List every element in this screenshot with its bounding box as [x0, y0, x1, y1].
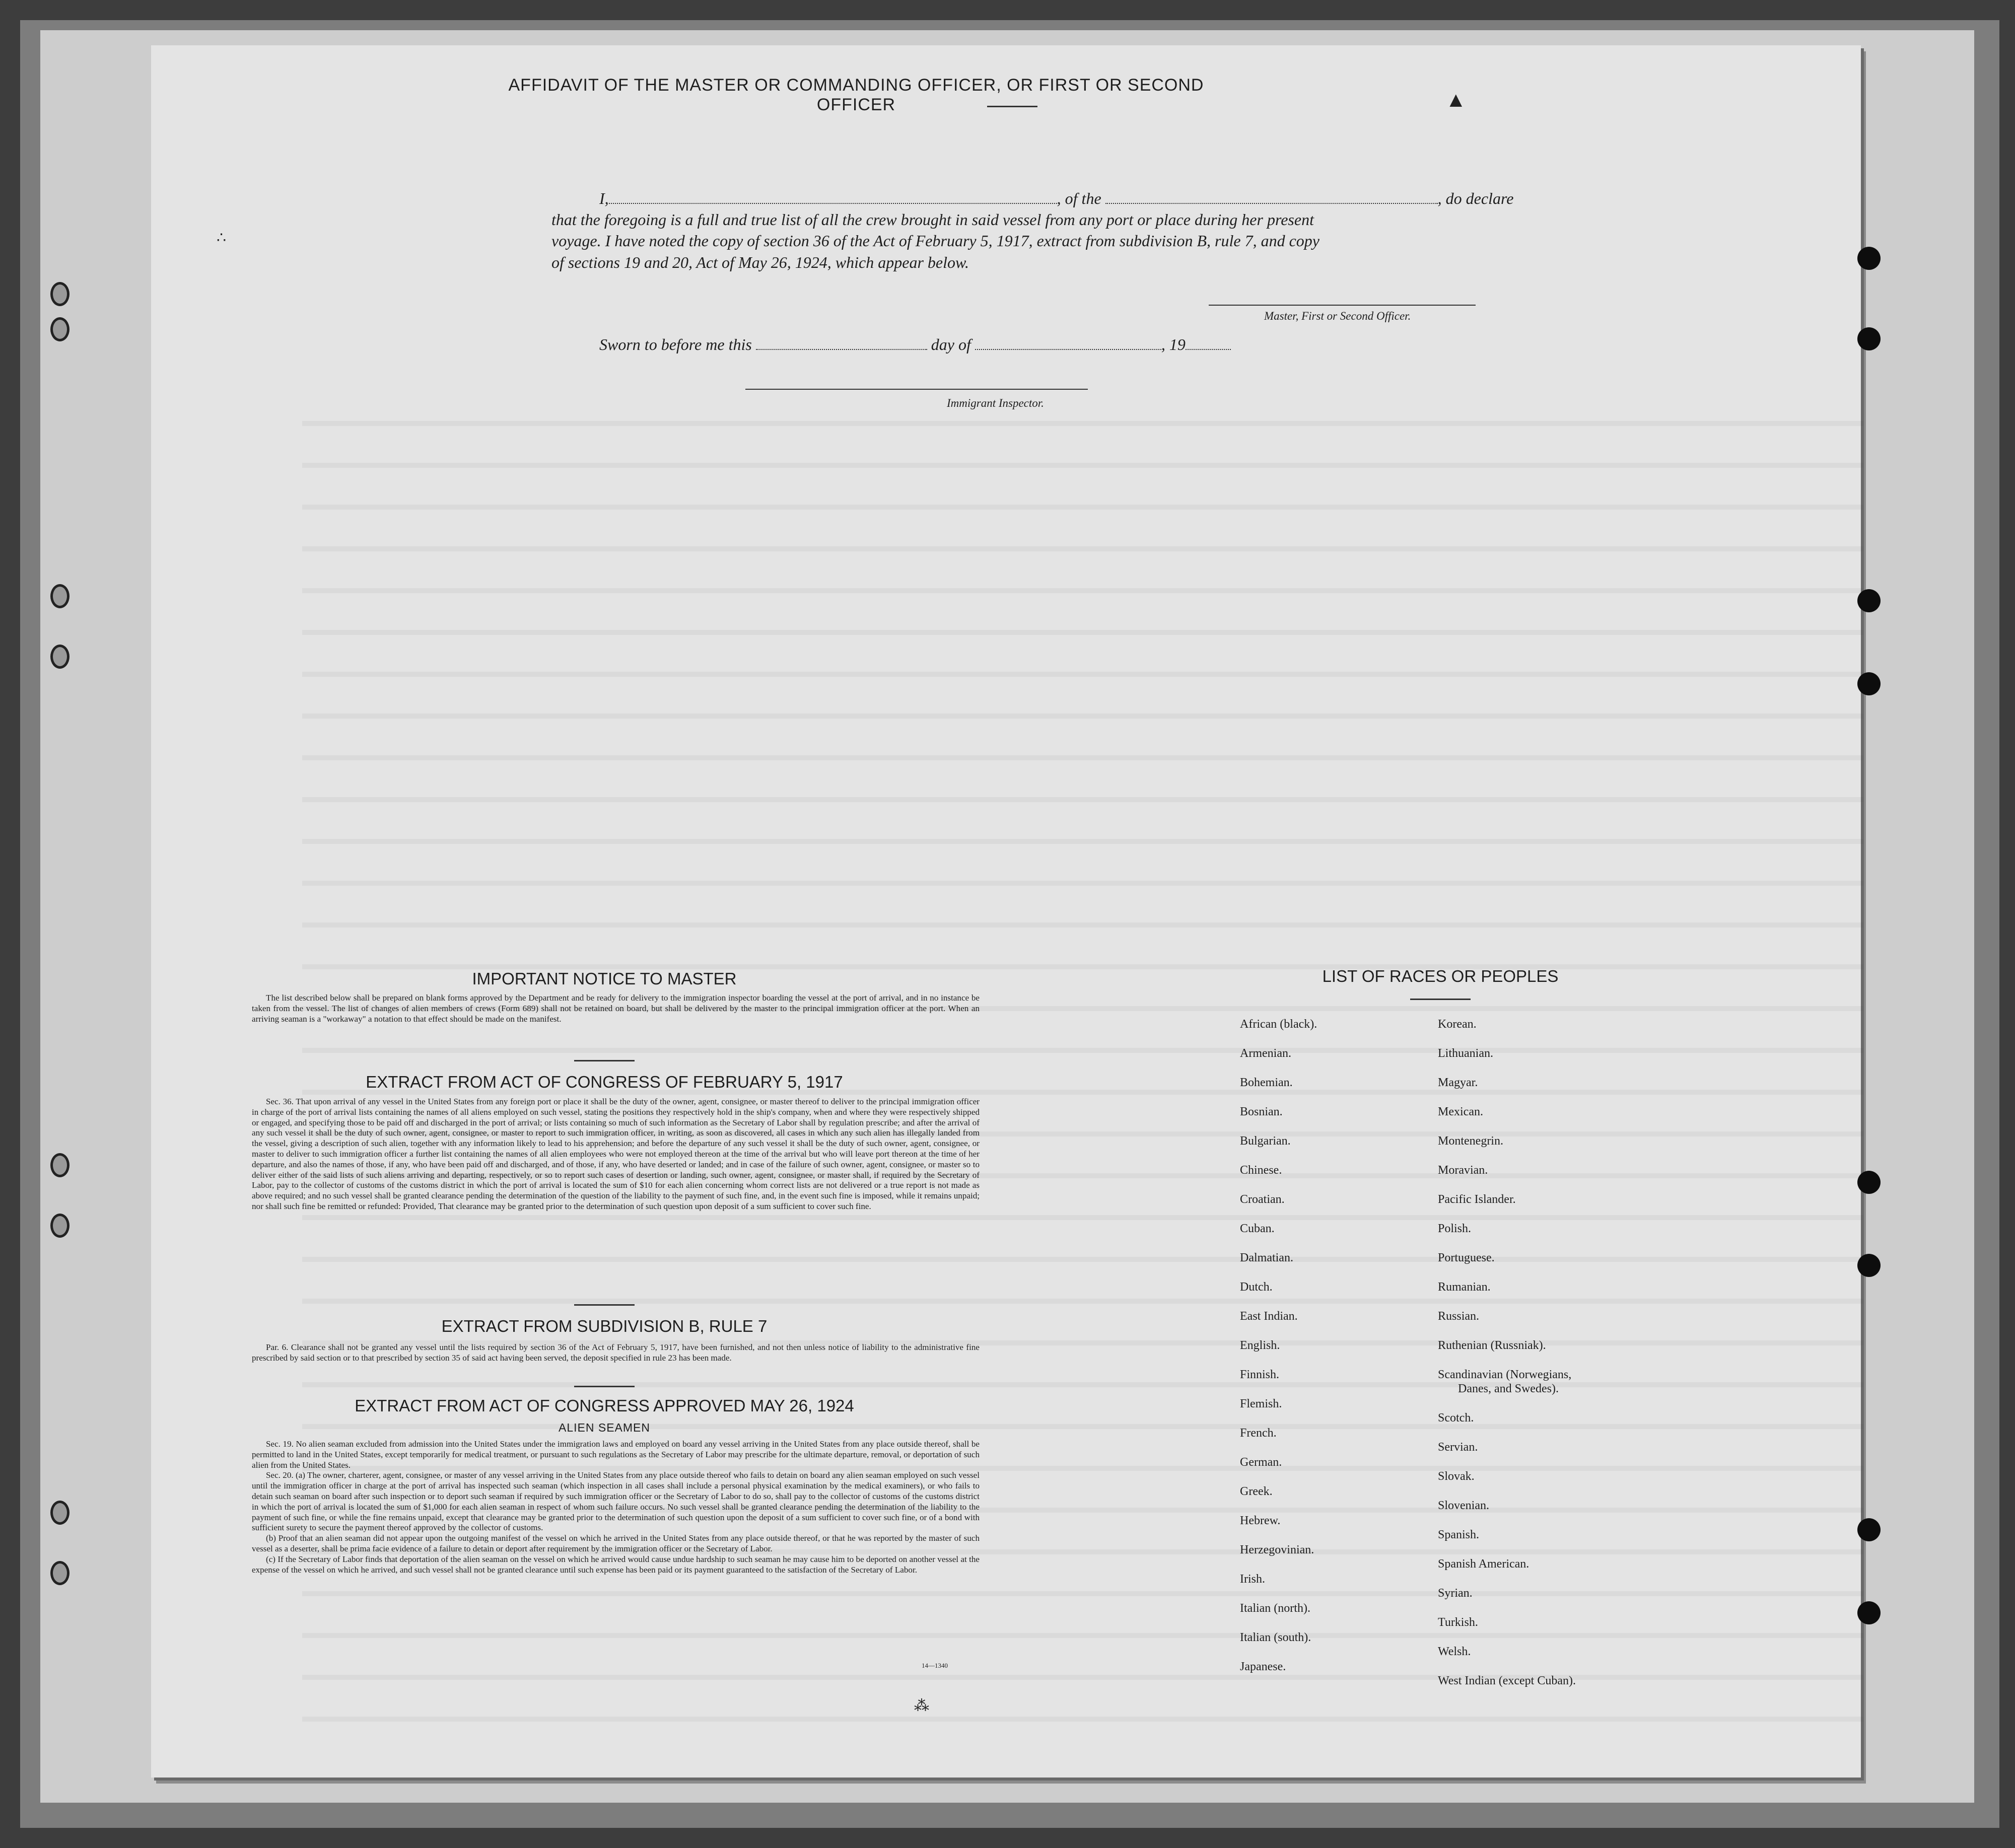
- sec-19-text: Sec. 19. No alien seaman excluded from admission into the United States under the immigration laws and employed on board any vessel arriving in the United States from any place outside thereof, shall be permitted to land in the United States, except temporarily for medical treatment, or pursuant to such regulations as the Secretary of Labor may prescribe for the ultimate departure, removal, or deportation of such alien from the United States.: [252, 1439, 980, 1470]
- punch-hole: [1857, 672, 1881, 695]
- bleed-through-row: [302, 1703, 1863, 1722]
- race-item: Spanish.: [1438, 1528, 1480, 1541]
- race-item: Flemish.: [1240, 1397, 1282, 1410]
- day-of-label: day of: [931, 335, 971, 353]
- section-rule: [574, 1060, 635, 1061]
- races-title: LIST OF RACES OR PEOPLES: [1322, 967, 1559, 985]
- section-rule: [574, 1386, 635, 1387]
- inspector-signature-line[interactable]: [745, 389, 1088, 390]
- race-item: Scandinavian (Norwegians,: [1438, 1368, 1572, 1381]
- section-rule: [574, 1304, 635, 1306]
- bleed-through-row: [302, 909, 1863, 928]
- race-item: Servian.: [1438, 1441, 1478, 1454]
- race-item: Welsh.: [1438, 1645, 1471, 1658]
- notice-title: IMPORTANT NOTICE TO MASTER: [472, 969, 737, 988]
- punch-hole: [1857, 1171, 1881, 1194]
- sec-20a-text: Sec. 20. (a) The owner, charterer, agent, consignee, or master of any vessel arriving in the United States from any place outside thereof who fails to detain on board any alien seaman employed on such vessel until the immigration officer in charge at the port of arrival has inspected such seaman (which inspection in all cases shall include a personal physical examination by the medical examiners), or who fails to detain such seaman on board after such inspection or to deport such seaman if required by such immigration officer or the Secretary of Labor to do so, shall pay to the collector of customs of the customs district in which the port of arrival is located the sum of $1,000 for each alien seaman in respect of whom such failure occurs. No such vessel shall be granted clearance pending the determination of the liability to the payment of such fine, or while the fine remains unpaid, except that clearance may be granted prior to the determination of such question upon the deposit of a sum sufficient to cover such fine, or of a bond with sufficient surety to secure the payment thereof approved by the collector of customs.: [252, 1470, 980, 1533]
- race-item: Danes, and Swedes).: [1458, 1382, 1559, 1395]
- binder-ring: [50, 1153, 70, 1177]
- sworn-day-blank[interactable]: [756, 335, 927, 350]
- bleed-through-row: [302, 742, 1863, 760]
- sec-20c-text: (c) If the Secretary of Labor finds that deportation of the alien seaman on the vessel on which he arrived would cause undue hardship to such seaman he may cause him to be deported on another vessel at the expense of the vessel on which he arrived, and such vessel shall not be granted clearance until such expense has been paid or its payment guaranteed to the satisfaction of the Secretary of Labor.: [252, 1554, 980, 1575]
- binder-ring: [50, 1501, 70, 1525]
- year-prefix: , 19: [1161, 335, 1186, 353]
- punch-hole: [1857, 247, 1881, 270]
- bleed-through-row: [302, 1286, 1863, 1304]
- races-column-2: [1438, 1017, 1576, 1703]
- sworn-month-blank[interactable]: [975, 335, 1161, 350]
- race-item: Irish.: [1240, 1573, 1265, 1586]
- vessel-blank[interactable]: [1105, 189, 1438, 204]
- declaration-line-3: voyage. I have noted the copy of section 36 of the Act of February 5, 1917, extract from subdivision B, rule 7, and copy: [551, 232, 1319, 250]
- extract-rule7-text: Par. 6. Clearance shall not be granted any vessel until the lists required by section 36 of the Act of February 5, 1917, have been furnished, and not then unless notice of liability to the administrative fine prescribed by said section or to that prescribed by section 35 of said act having been served, the deposit specified in rule 23 has been made.: [252, 1342, 980, 1363]
- scan-mark: ∴: [217, 230, 227, 246]
- bleed-through-row: [302, 784, 1863, 802]
- race-item: African (black).: [1240, 1018, 1317, 1031]
- scan-mark: ⁂: [914, 1697, 929, 1714]
- race-item: Italian (north).: [1240, 1602, 1310, 1615]
- of-the-label: , of the: [1057, 189, 1101, 207]
- race-item: Spanish American.: [1438, 1557, 1530, 1571]
- master-signature-label: Master, First or Second Officer.: [1264, 310, 1411, 322]
- affidavit-title: AFFIDAVIT OF THE MASTER OR COMMANDING OFFICER, OR FIRST OR SECOND OFFICER: [508, 76, 1204, 114]
- binder-ring: [50, 1214, 70, 1238]
- bleed-through-row: [302, 659, 1863, 677]
- extract-1924-subtitle: ALIEN SEAMEN: [559, 1421, 650, 1434]
- race-item: German.: [1240, 1456, 1282, 1469]
- punch-hole: [1857, 1254, 1881, 1277]
- race-item: Italian (south).: [1240, 1631, 1311, 1644]
- race-item: Cuban.: [1240, 1222, 1275, 1235]
- race-item: Dalmatian.: [1240, 1251, 1293, 1264]
- scan-mark: ▲: [1445, 89, 1467, 112]
- races-column-1: [1240, 1017, 1317, 1689]
- race-item: Syrian.: [1438, 1587, 1473, 1600]
- bleed-through-row: [302, 826, 1863, 844]
- extract-1924-title: EXTRACT FROM ACT OF CONGRESS APPROVED MAY 26, 1924: [355, 1396, 854, 1415]
- race-item: Armenian.: [1240, 1047, 1291, 1060]
- races-title-underline: [1410, 999, 1471, 1000]
- race-item: Turkish.: [1438, 1616, 1478, 1629]
- extract-1924-text: [252, 1439, 980, 1575]
- bleed-through-row: [302, 491, 1863, 510]
- bleed-through-row: [302, 1244, 1863, 1262]
- punch-hole: [1857, 1518, 1881, 1541]
- punch-hole: [1857, 327, 1881, 350]
- sworn-label: Sworn to before me this: [599, 335, 752, 353]
- sec-20b-text: (b) Proof that an alien seaman did not appear upon the outgoing manifest of the vessel on which he arrived in the United States from any place outside thereof, or that he was reported by the master of such vessel as a deserter, shall be prima facie evidence of a failure to detain or deport after requirement by the immigration officer or the Secretary of Labor.: [252, 1533, 980, 1553]
- sworn-year-blank[interactable]: [1186, 335, 1231, 350]
- name-blank[interactable]: [609, 189, 1057, 204]
- bleed-through-row: [302, 533, 1863, 551]
- race-item: West Indian (except Cuban).: [1438, 1674, 1576, 1687]
- race-item: Greek.: [1240, 1485, 1273, 1498]
- race-item: Mexican.: [1438, 1105, 1483, 1118]
- bleed-through-row: [302, 700, 1863, 719]
- binder-ring: [50, 1561, 70, 1585]
- bleed-through-row: [302, 868, 1863, 886]
- binder-ring: [50, 317, 70, 341]
- notice-text: The list described below shall be prepared on blank forms approved by the Department and be ready for delivery to the immigration inspector boarding the vessel at the port of arrival, and in no instance be taken from the vessel. The list of changes of alien members of crews (Form 689) shall not be retained on board, but shall be delivered by the master to the principal immigration officer at the port. When an arriving seaman is a "workaway" a notation to that effect should be made on the manifest.: [252, 993, 980, 1024]
- declaration-line-1: [599, 189, 1513, 208]
- race-item: Slovak.: [1438, 1470, 1475, 1483]
- do-declare-label: , do declare: [1437, 189, 1514, 207]
- binder-ring: [50, 645, 70, 669]
- race-item: Slovenian.: [1438, 1499, 1489, 1512]
- race-item: Magyar.: [1438, 1076, 1478, 1089]
- race-item: Chinese.: [1240, 1164, 1282, 1177]
- race-item: Dutch.: [1240, 1281, 1273, 1294]
- race-item: Croatian.: [1240, 1193, 1285, 1206]
- master-signature-line[interactable]: [1209, 305, 1476, 306]
- race-item: Bosnian.: [1240, 1105, 1283, 1118]
- race-item: English.: [1240, 1339, 1280, 1352]
- race-item: Ruthenian (Russniak).: [1438, 1339, 1546, 1352]
- race-item: Polish.: [1438, 1222, 1472, 1235]
- race-item: Pacific Islander.: [1438, 1193, 1516, 1206]
- race-item: Japanese.: [1240, 1660, 1286, 1673]
- punch-hole: [1857, 589, 1881, 612]
- bleed-through-row: [302, 1620, 1863, 1638]
- race-item: East Indian.: [1240, 1310, 1298, 1323]
- race-item: Bohemian.: [1240, 1076, 1293, 1089]
- race-item: Korean.: [1438, 1018, 1477, 1031]
- race-item: Bulgarian.: [1240, 1134, 1291, 1148]
- race-item: Hebrew.: [1240, 1514, 1281, 1527]
- race-item: Russian.: [1438, 1310, 1480, 1323]
- declaration-line-2: that the foregoing is a full and true list of all the crew brought in said vessel from any port or place during her present: [551, 210, 1314, 229]
- extract-1917-text: Sec. 36. That upon arrival of any vessel in the United States from any foreign port or place it shall be the duty of the owner, agent, consignee, or master thereof to deliver to the principal immigration officer in charge of the port of arrival lists containing the names of all aliens employed on such vessel, stating the positions they respectively hold in the ship's company, when and where they were respectively shipped or engaged, and specifying those to be paid off and discharged in the port of arrival; or lists containing so much of such information as the Secretary of Labor shall by regulation prescribe; and after the arrival of any such vessel it shall be the duty of such owner, agent, consignee, or master to report to such immigration officer, in writing, as soon as discovered, all cases in which any such alien has illegally landed from the vessel, giving a description of such alien, together with any information likely to lead to his apprehension; and before the departure of any such vessel it shall be the duty of such owner, agent, consignee, or master to deliver to such immigration officer a further list containing the names of all alien employees who were not employed thereon at the time of the arrival but who will leave port thereon at the time of her departure, and also the names of those, if any, who have been paid off and discharged, and of those, if any, who have deserted or landed; and in case of the failure of such owner, agent, consignee, or master so to deliver either of the said lists of such aliens arriving and departing, respectively, or so to report such cases of desertion or landing, such owner, agent, consignee, or master shall, if required by the Secretary of Labor, pay to the collector of customs of the customs district in which the port of arrival is located the sum of $10 for each alien concerning whom correct lists are not delivered or a true report is not made as above required; and no such vessel shall be granted clearance pending the determination of the question of the liability to the payment of such fine, and, in the event such fine is imposed, while it remains unpaid; nor shall such fine be remitted or refunded: Provided, That clearance may be granted prior to the determination of such question upon deposit of a sum sufficient to cover such fine.: [252, 1097, 980, 1211]
- race-item: Lithuanian.: [1438, 1047, 1493, 1060]
- declaration-line-4: of sections 19 and 20, Act of May 26, 1924, which appear below.: [551, 253, 969, 271]
- race-item: Finnish.: [1240, 1368, 1280, 1381]
- race-item: Herzegovinian.: [1240, 1543, 1314, 1556]
- bleed-through-row: [302, 575, 1863, 593]
- race-item: Moravian.: [1438, 1164, 1488, 1177]
- bleed-through-row: [302, 408, 1863, 426]
- punch-hole: [1857, 1601, 1881, 1624]
- i-label: I,: [599, 189, 609, 207]
- extract-1917-title: EXTRACT FROM ACT OF CONGRESS OF FEBRUARY 5, 1917: [366, 1073, 843, 1091]
- binder-ring: [50, 584, 70, 608]
- race-item: Portuguese.: [1438, 1251, 1495, 1264]
- bleed-through-row: [302, 450, 1863, 468]
- race-item: Scotch.: [1438, 1411, 1474, 1425]
- race-item: Rumanian.: [1438, 1281, 1491, 1294]
- bleed-through-row: [302, 1369, 1863, 1387]
- bleed-through-row: [302, 1662, 1863, 1680]
- inspector-label: Immigrant Inspector.: [947, 397, 1044, 409]
- bleed-through-row: [302, 1578, 1863, 1596]
- race-item: French.: [1240, 1427, 1277, 1440]
- bleed-through-row: [302, 617, 1863, 635]
- sworn-line: [599, 335, 1231, 354]
- form-number: 14—1340: [922, 1662, 948, 1669]
- extract-rule7-title: EXTRACT FROM SUBDIVISION B, RULE 7: [441, 1317, 768, 1335]
- binder-ring: [50, 282, 70, 306]
- title-underline: [987, 106, 1037, 107]
- bleed-through-row: [302, 1035, 1863, 1053]
- race-item: Montenegrin.: [1438, 1134, 1503, 1148]
- bleed-through-row: [302, 951, 1863, 969]
